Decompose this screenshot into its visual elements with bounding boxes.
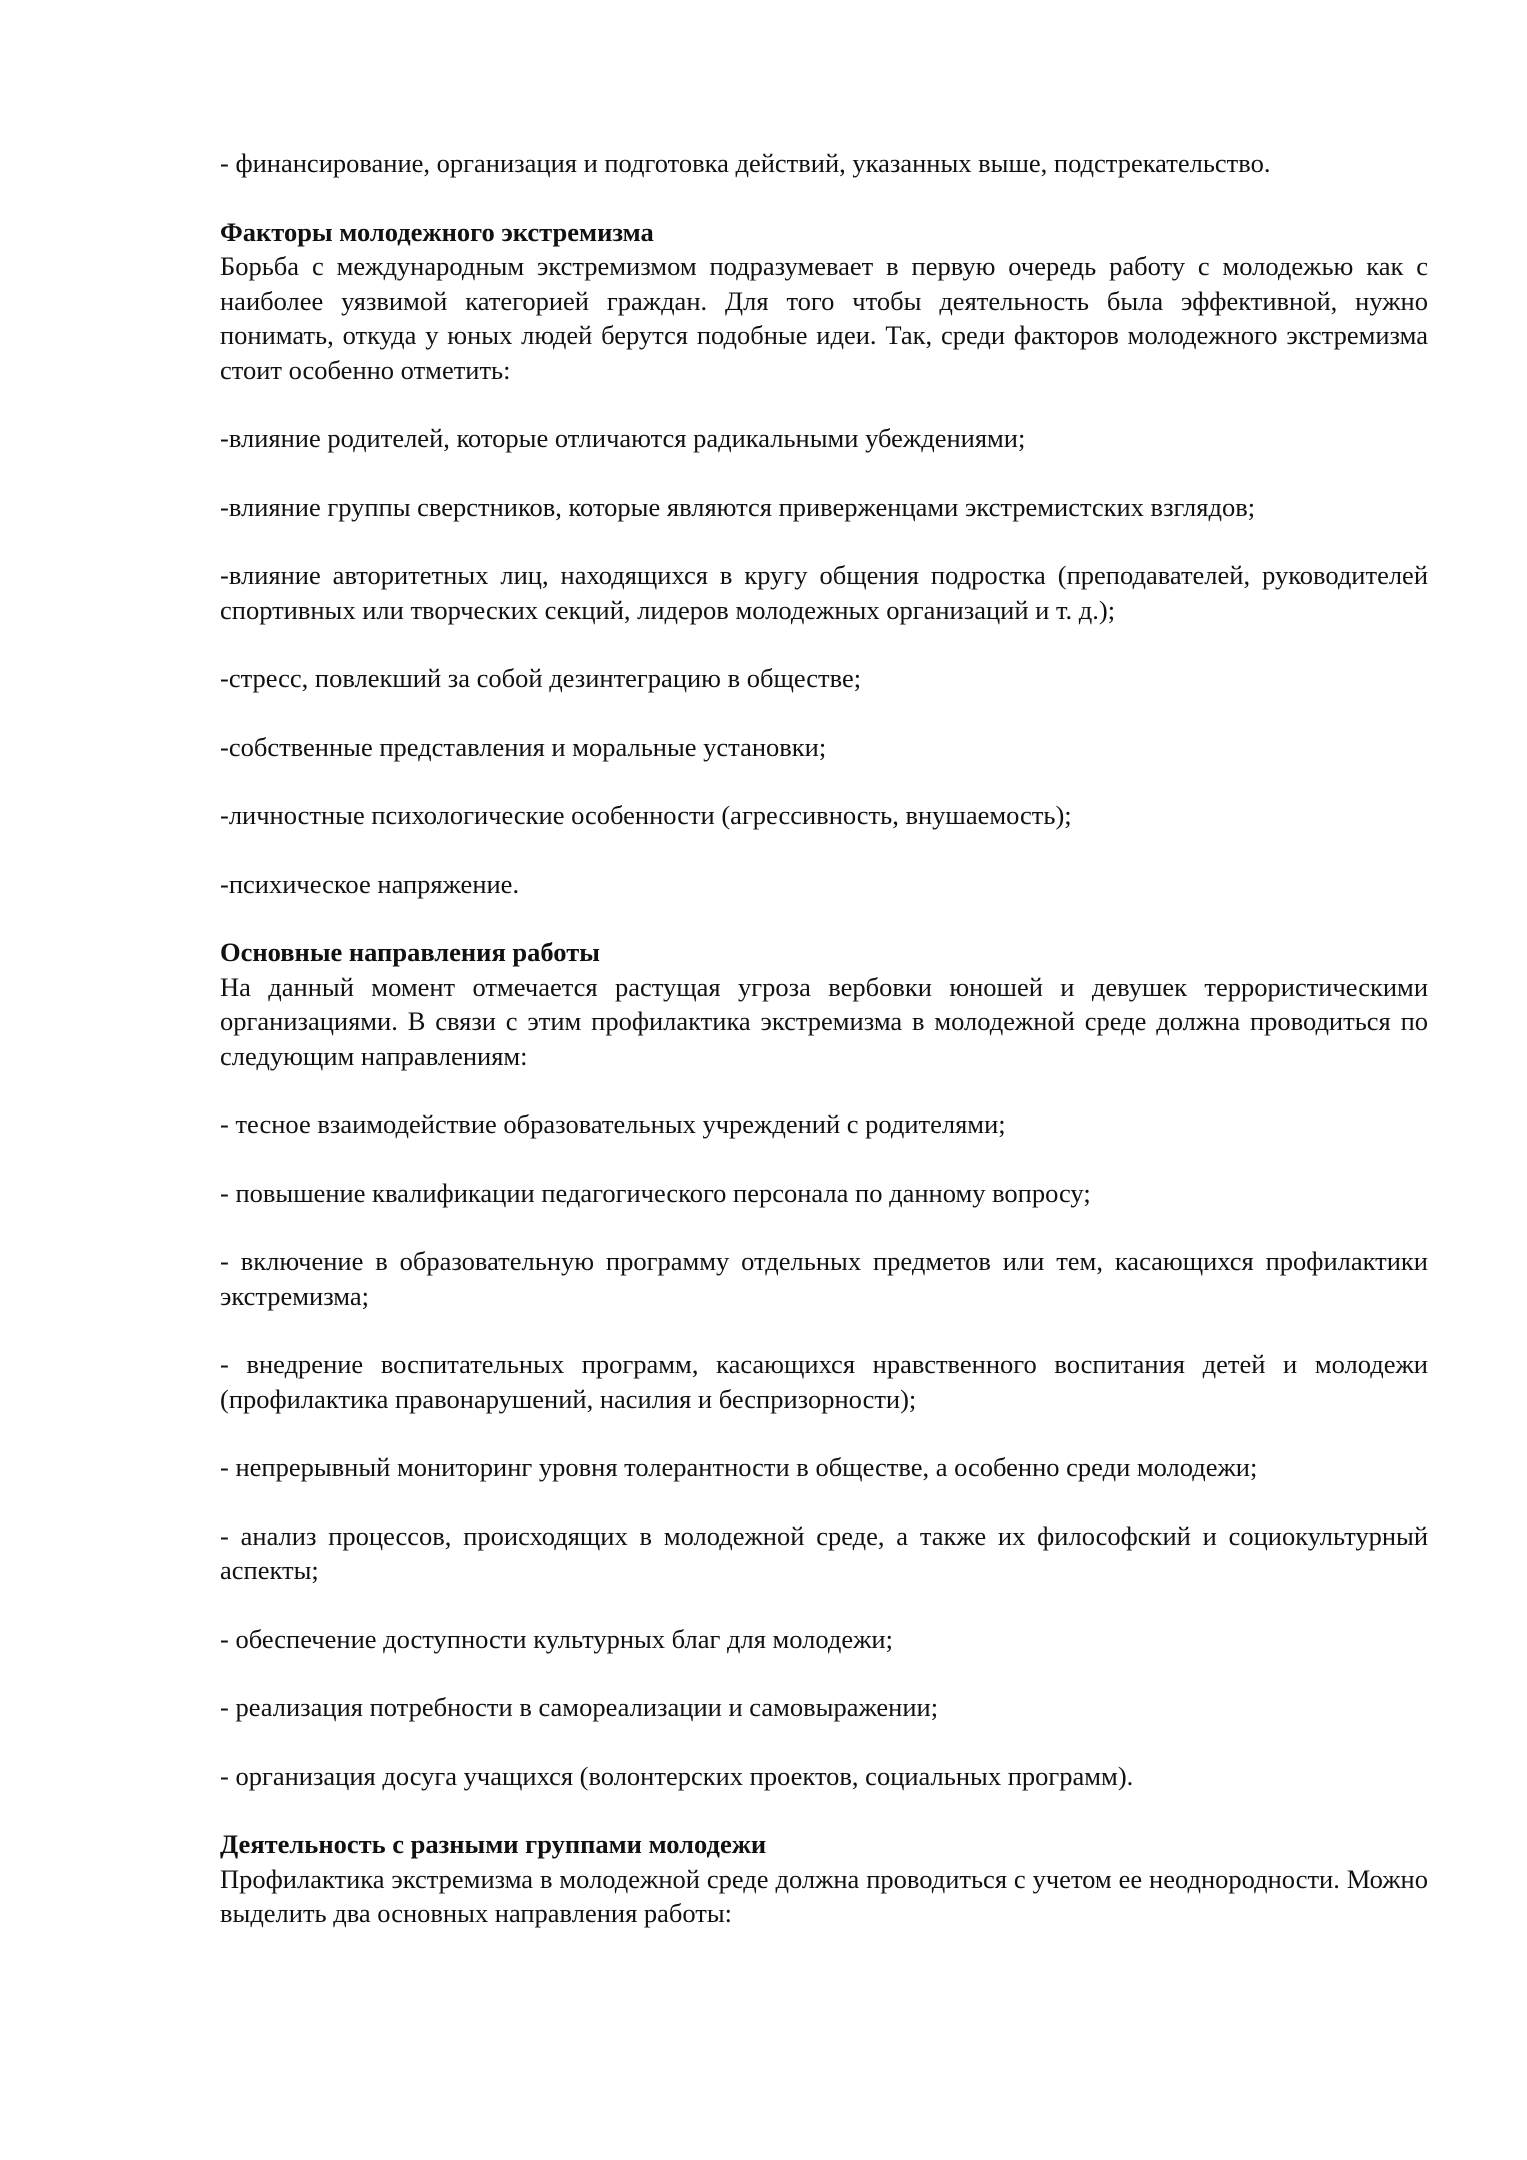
list-item: -стресс, повлекший за собой дезинтеграцию в обществе;: [220, 663, 862, 693]
section-heading-directions: Основные направления работы: [220, 937, 600, 967]
list-item: -психическое напряжение.: [220, 868, 520, 899]
list-item: -собственные представления и моральные установки;: [220, 731, 827, 762]
list-item: - внедрение воспитательных программ, касающихся нравственного воспитания детей и молодежи (профилактика правонарушений, насилия и беспризорности);: [220, 1349, 1428, 1414]
section-paragraph-directions: На данный момент отмечается растущая угроза вербовки юношей и девушек террористическими организациями. В связи с этим профилактика экстремизма в молодежной среде должна проводиться по следующим направлениям:: [220, 971, 1428, 1071]
section-heading-groups: Деятельность с разными группами молодежи: [220, 1829, 767, 1859]
list-item: - повышение квалификации педагогического персонала по данному вопросу;: [220, 1177, 1091, 1208]
list-item: -влияние авторитетных лиц, находящихся в кругу общения подростка (преподавателей, руководителей спортивных или творческих секций, лидеров молодежных организаций и т. д.);: [220, 560, 1428, 625]
section-paragraph-factors: Борьба с международным экстремизмом подразумевает в первую очередь работу с молодежью как с наиболее уязвимой категорией граждан. Для того чтобы деятельность была эффективной, нужно понимать, откуда у юных людей берутся подобные идеи. Так, среди факторов молодежного экстремизма стоит особенно отметить:: [220, 251, 1428, 385]
list-item: -влияние родителей, которые отличаются радикальными убеждениями;: [220, 423, 1026, 453]
section-heading-factors: Факторы молодежного экстремизма: [220, 216, 654, 247]
list-item: -личностные психологические особенности (агрессивность, внушаемость);: [220, 800, 1072, 830]
list-item: -влияние группы сверстников, которые являются приверженцами экстремистских взглядов;: [220, 491, 1256, 522]
list-item: - реализация потребности в самореализации и самовыражении;: [220, 1692, 939, 1722]
list-item: - анализ процессов, происходящих в молодежной среде, а также их философский и социокультурный аспекты;: [220, 1520, 1428, 1585]
document-body: [220, 146, 1428, 1931]
section-paragraph-groups: Профилактика экстремизма в молодежной среде должна проводиться с учетом ее неоднородности. Можно выделить два основных направления работы:: [220, 1863, 1428, 1928]
list-item: - включение в образовательную программу отдельных предметов или тем, касающихся профилактики экстремизма;: [220, 1246, 1428, 1311]
list-item: - обеспечение доступности культурных благ для молодежи;: [220, 1623, 893, 1654]
list-item: - тесное взаимодействие образовательных учреждений с родителями;: [220, 1109, 1006, 1139]
list-item: - организация досуга учащихся (волонтерских проектов, социальных программ).: [220, 1760, 1134, 1791]
list-item: - непрерывный мониторинг уровня толерантности в обществе, а особенно среди молодежи;: [220, 1452, 1258, 1482]
intro-list-item: - финансирование, организация и подготовка действий, указанных выше, подстрекательство.: [220, 148, 1271, 178]
